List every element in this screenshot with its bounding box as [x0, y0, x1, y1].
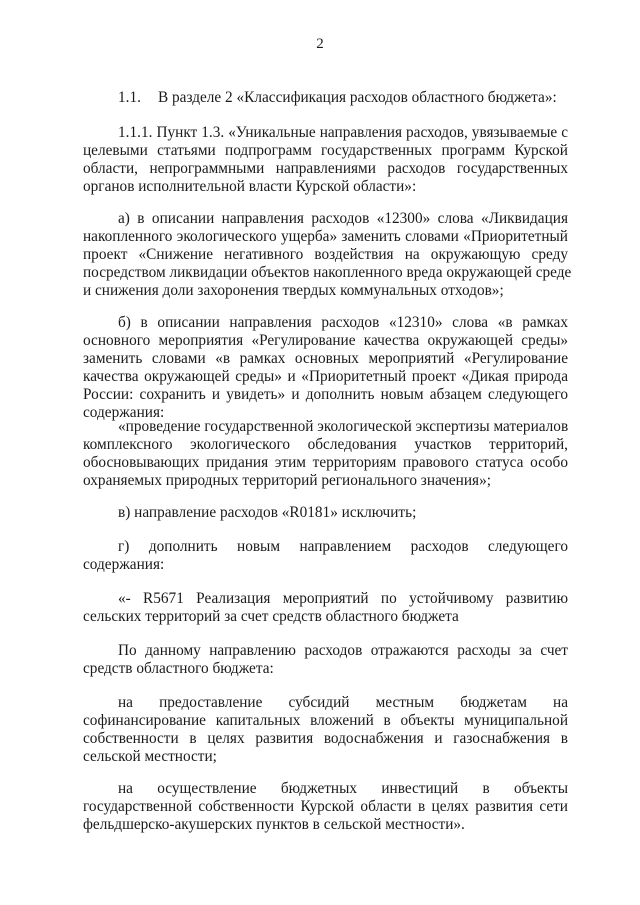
paragraph-line: области, непрограммными направлениями расходов государственных: [83, 160, 568, 177]
paragraph-line: По данному направлению расходов отражаются расходы за счет: [118, 642, 568, 659]
paragraph-line: охраняемых природных территорий регионального значения»;: [83, 472, 491, 489]
section-heading: [118, 89, 557, 107]
paragraph-line: комплексного экологического обследования участков территорий,: [83, 436, 568, 453]
section-heading-number: 1.1.: [118, 89, 141, 106]
paragraph-line: сельской местности;: [83, 748, 217, 765]
paragraph-line: основного мероприятия «Регулирование качества окружающей среды»: [83, 332, 568, 349]
paragraph-line: содержания:: [83, 404, 165, 421]
paragraph-line: проект «Снижение негативного воздействия на окружающую среду: [83, 246, 568, 263]
paragraph-line: фельдшерско-акушерских пунктов в сельской местности».: [83, 816, 465, 833]
section-heading-text: В разделе 2 «Классификация расходов областного бюджета»:: [158, 89, 557, 106]
paragraph-line: «- R5671 Реализация мероприятий по устойчивому развитию: [118, 590, 568, 607]
paragraph-line: органов исполнительной власти Курской области»:: [83, 178, 417, 195]
paragraph-line: на осуществление бюджетных инвестиций в объекты: [118, 780, 568, 797]
paragraph-line: накопленного экологического ущерба» заменить словами «Приоритетный: [83, 228, 568, 245]
paragraph-line: заменить словами «в рамках основных мероприятий «Регулирование: [83, 350, 568, 367]
paragraph-line: «проведение государственной экологической экспертизы материалов: [118, 418, 569, 435]
paragraph-line: сельских территорий за счет средств областного бюджета: [83, 608, 459, 625]
paragraph-line: б) в описании направления расходов «12310» слова «в рамках: [118, 314, 568, 331]
paragraph-line: 1.1.1. Пункт 1.3. «Уникальные направления расходов, увязываемые с: [118, 124, 568, 141]
paragraph-line: содержания:: [83, 556, 165, 573]
paragraph-line: качества окружающей среды» и «Приоритетный проект «Дикая природа: [83, 368, 568, 385]
paragraph-line: собственности в целях развития водоснабжения и газоснабжения в: [83, 730, 568, 747]
paragraph-line: средств областного бюджета:: [83, 660, 274, 677]
page-number: 2: [316, 36, 324, 52]
paragraph-line: целевыми статьями подпрограмм государственных программ Курской: [83, 142, 568, 159]
paragraph-line: обосновывающих придания этим территориям правового статуса особо: [83, 454, 568, 471]
paragraph-line: а) в описании направления расходов «12300» слова «Ликвидация: [118, 210, 568, 227]
paragraph-line: на предоставление субсидий местным бюджетам на: [118, 694, 568, 711]
paragraph-line: софинансирование капитальных вложений в объекты муниципальной: [83, 712, 568, 729]
paragraph-line: в) направление расходов «R0181» исключить;: [118, 504, 417, 521]
paragraph-line: посредством ликвидации объектов накопленного вреда окружающей среде: [83, 264, 572, 281]
paragraph-line: России: сохранить и увидеть» и дополнить новым абзацем следующего: [83, 386, 568, 403]
paragraph-line: и снижения доли захоронения твердых коммунальных отходов»;: [83, 282, 504, 299]
paragraph-line: государственной собственности Курской области в целях развития сети: [83, 798, 568, 815]
paragraph-line: г) дополнить новым направлением расходов следующего: [118, 538, 568, 555]
